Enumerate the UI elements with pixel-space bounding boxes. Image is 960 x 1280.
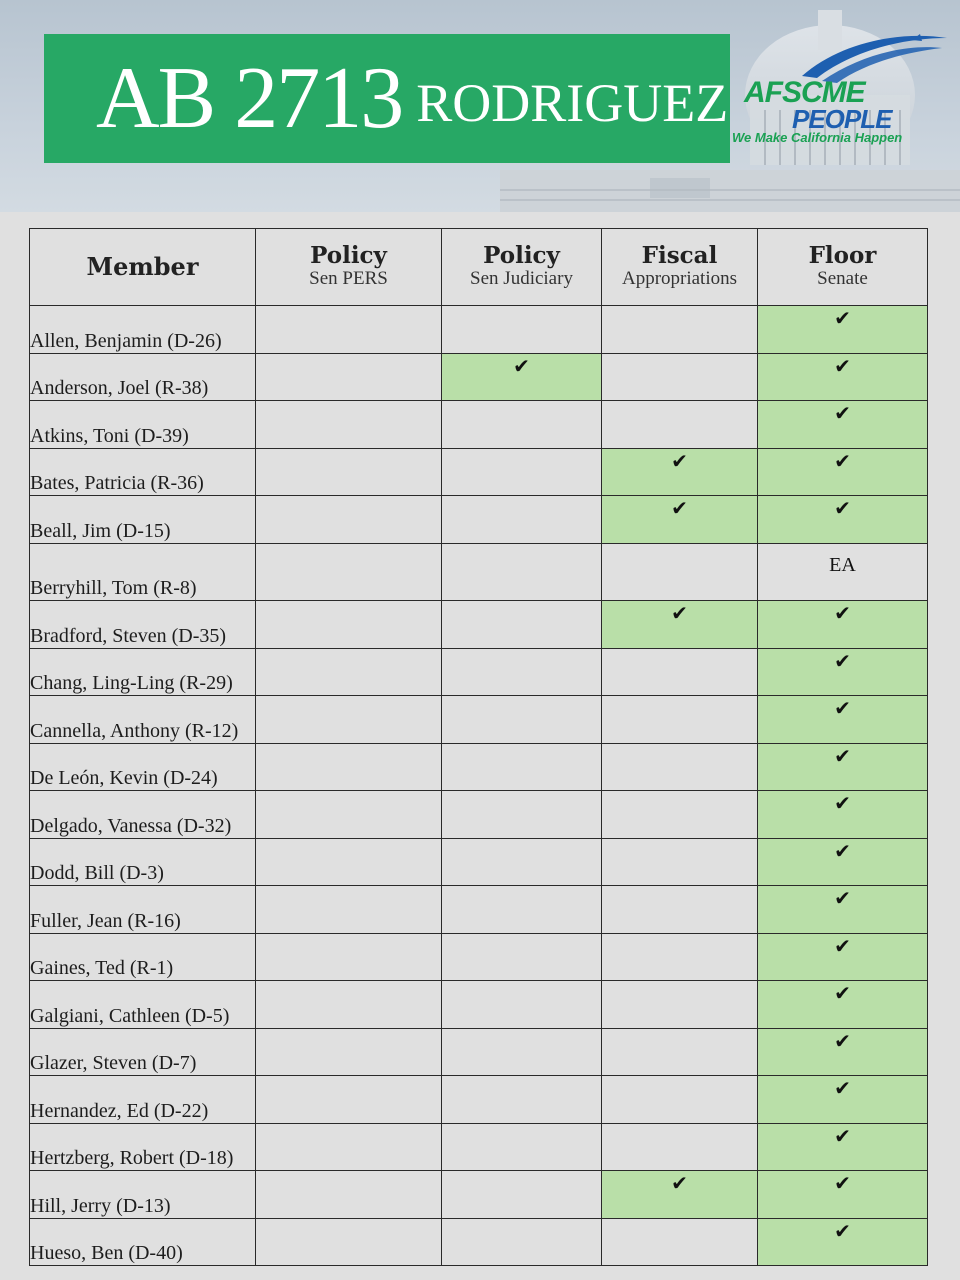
- vote-empty-cell: [256, 601, 442, 649]
- vote-empty-cell: [256, 1028, 442, 1076]
- column-header-subtitle: Senate: [817, 268, 868, 289]
- vote-empty-cell: [602, 353, 758, 401]
- table-row: [30, 648, 928, 696]
- column-header-fiscal: [602, 229, 758, 306]
- member-name: Delgado, Vanessa (D-32): [30, 791, 256, 839]
- table-row: [30, 496, 928, 544]
- title-box: [44, 34, 730, 163]
- bill-number: AB 2713: [96, 49, 403, 147]
- vote-empty-cell: [442, 601, 602, 649]
- vote-empty-cell: [602, 933, 758, 981]
- vote-check-cell: ✔: [758, 353, 928, 401]
- bill-author: RODRIGUEZ: [416, 72, 729, 133]
- vote-table-body: [30, 306, 928, 1266]
- vote-empty-cell: [602, 696, 758, 744]
- vote-empty-cell: [602, 838, 758, 886]
- vote-empty-cell: [442, 1028, 602, 1076]
- vote-empty-cell: [442, 838, 602, 886]
- member-name: Anderson, Joel (R-38): [30, 353, 256, 401]
- vote-check-cell: ✔: [758, 648, 928, 696]
- logo-tagline: We Make California Happen: [732, 130, 903, 145]
- table-row: [30, 448, 928, 496]
- vote-empty-cell: [602, 981, 758, 1029]
- header-row: [30, 229, 928, 306]
- vote-empty-cell: [602, 648, 758, 696]
- column-header-title: Policy: [310, 242, 387, 269]
- member-name: Cannella, Anthony (R-12): [30, 696, 256, 744]
- member-name: Bates, Patricia (R-36): [30, 448, 256, 496]
- vote-empty-cell: [256, 353, 442, 401]
- vote-empty-cell: [256, 448, 442, 496]
- member-name: Fuller, Jean (R-16): [30, 886, 256, 934]
- member-name: Hill, Jerry (D-13): [30, 1171, 256, 1219]
- member-name: Glazer, Steven (D-7): [30, 1028, 256, 1076]
- vote-check-cell: ✔: [602, 496, 758, 544]
- vote-empty-cell: [602, 743, 758, 791]
- vote-empty-cell: [256, 838, 442, 886]
- vote-check-cell: ✔: [758, 1076, 928, 1124]
- vote-check-cell: ✔: [602, 1171, 758, 1219]
- table-row: [30, 981, 928, 1029]
- table-row: [30, 791, 928, 839]
- column-header-policy-judiciary: [442, 229, 602, 306]
- logo-people-text: PEOPLE: [792, 104, 892, 134]
- vote-empty-cell: [256, 933, 442, 981]
- table-row: [30, 306, 928, 354]
- vote-check-cell: ✔: [602, 448, 758, 496]
- vote-empty-cell: [602, 886, 758, 934]
- member-name: Galgiani, Cathleen (D-5): [30, 981, 256, 1029]
- member-name: Gaines, Ted (R-1): [30, 933, 256, 981]
- member-name: Hueso, Ben (D-40): [30, 1218, 256, 1266]
- vote-check-cell: ✔: [442, 353, 602, 401]
- column-header-title: Member: [86, 252, 199, 281]
- column-header-subtitle: Sen PERS: [309, 268, 388, 289]
- member-name: Allen, Benjamin (D-26): [30, 306, 256, 354]
- vote-empty-cell: [442, 648, 602, 696]
- vote-empty-cell: [256, 1076, 442, 1124]
- column-header-title: Policy: [483, 242, 560, 269]
- vote-check-cell: ✔: [758, 886, 928, 934]
- column-header-title: Fiscal: [641, 242, 718, 269]
- vote-empty-cell: [256, 886, 442, 934]
- table-row: [30, 1123, 928, 1171]
- column-header-policy-pers: [256, 229, 442, 306]
- table-row: [30, 601, 928, 649]
- vote-check-cell: ✔: [758, 838, 928, 886]
- vote-empty-cell: [602, 1028, 758, 1076]
- vote-check-cell: ✔: [758, 601, 928, 649]
- table-row: [30, 838, 928, 886]
- vote-empty-cell: [442, 933, 602, 981]
- vote-empty-cell: [256, 1171, 442, 1219]
- column-header-member: [30, 229, 256, 306]
- table-row: [30, 401, 928, 449]
- afscme-people-logo: [732, 20, 954, 145]
- member-name: Hertzberg, Robert (D-18): [30, 1123, 256, 1171]
- vote-empty-cell: [602, 543, 758, 601]
- vote-empty-cell: [256, 743, 442, 791]
- vote-empty-cell: [256, 1123, 442, 1171]
- vote-empty-cell: [442, 981, 602, 1029]
- vote-status-cell: EA: [758, 543, 928, 601]
- member-name: Chang, Ling-Ling (R-29): [30, 648, 256, 696]
- table-row: [30, 1171, 928, 1219]
- vote-empty-cell: [256, 306, 442, 354]
- table-row: [30, 743, 928, 791]
- vote-empty-cell: [442, 1123, 602, 1171]
- column-header-subtitle: Appropriations: [621, 268, 738, 289]
- vote-check-cell: ✔: [758, 401, 928, 449]
- vote-check-cell: ✔: [758, 1028, 928, 1076]
- table-row: [30, 1028, 928, 1076]
- vote-check-cell: ✔: [758, 306, 928, 354]
- vote-empty-cell: [256, 696, 442, 744]
- vote-empty-cell: [256, 496, 442, 544]
- vote-check-cell: ✔: [758, 1218, 928, 1266]
- vote-empty-cell: [442, 696, 602, 744]
- vote-check-cell: ✔: [758, 696, 928, 744]
- table-row: [30, 886, 928, 934]
- table-row: [30, 543, 928, 601]
- vote-empty-cell: [256, 1218, 442, 1266]
- vote-check-cell: ✔: [602, 601, 758, 649]
- vote-empty-cell: [602, 1218, 758, 1266]
- vote-empty-cell: [442, 1171, 602, 1219]
- vote-empty-cell: [442, 743, 602, 791]
- vote-empty-cell: [256, 648, 442, 696]
- vote-empty-cell: [442, 306, 602, 354]
- vote-check-cell: ✔: [758, 1123, 928, 1171]
- member-name: Hernandez, Ed (D-22): [30, 1076, 256, 1124]
- table-row: [30, 353, 928, 401]
- vote-empty-cell: [442, 1218, 602, 1266]
- vote-check-cell: ✔: [758, 743, 928, 791]
- table-row: [30, 933, 928, 981]
- vote-empty-cell: [602, 401, 758, 449]
- vote-empty-cell: [442, 543, 602, 601]
- member-name: De León, Kevin (D-24): [30, 743, 256, 791]
- column-header-subtitle: Sen Judiciary: [470, 268, 573, 289]
- table-row: [30, 1218, 928, 1266]
- vote-empty-cell: [442, 791, 602, 839]
- table-row: [30, 1076, 928, 1124]
- member-name: Bradford, Steven (D-35): [30, 601, 256, 649]
- vote-check-cell: ✔: [758, 933, 928, 981]
- vote-empty-cell: [442, 496, 602, 544]
- vote-table: [29, 228, 928, 1266]
- vote-empty-cell: [442, 401, 602, 449]
- member-name: Beall, Jim (D-15): [30, 496, 256, 544]
- vote-empty-cell: [602, 791, 758, 839]
- vote-empty-cell: [442, 1076, 602, 1124]
- vote-empty-cell: [442, 448, 602, 496]
- vote-check-cell: ✔: [758, 1171, 928, 1219]
- member-name: Dodd, Bill (D-3): [30, 838, 256, 886]
- vote-empty-cell: [442, 886, 602, 934]
- member-name: Atkins, Toni (D-39): [30, 401, 256, 449]
- vote-check-cell: ✔: [758, 791, 928, 839]
- column-header-title: Floor: [808, 242, 877, 269]
- vote-empty-cell: [256, 543, 442, 601]
- vote-empty-cell: [256, 401, 442, 449]
- vote-check-cell: ✔: [758, 981, 928, 1029]
- column-header-floor: [758, 229, 928, 306]
- vote-check-cell: ✔: [758, 496, 928, 544]
- table-row: [30, 696, 928, 744]
- vote-empty-cell: [256, 791, 442, 839]
- vote-check-cell: ✔: [758, 448, 928, 496]
- vote-empty-cell: [602, 306, 758, 354]
- logo-afscme-text: AFSCME: [744, 76, 865, 109]
- header-banner: [0, 0, 960, 212]
- vote-empty-cell: [602, 1123, 758, 1171]
- member-name: Berryhill, Tom (R-8): [30, 543, 256, 601]
- vote-empty-cell: [256, 981, 442, 1029]
- vote-empty-cell: [602, 1076, 758, 1124]
